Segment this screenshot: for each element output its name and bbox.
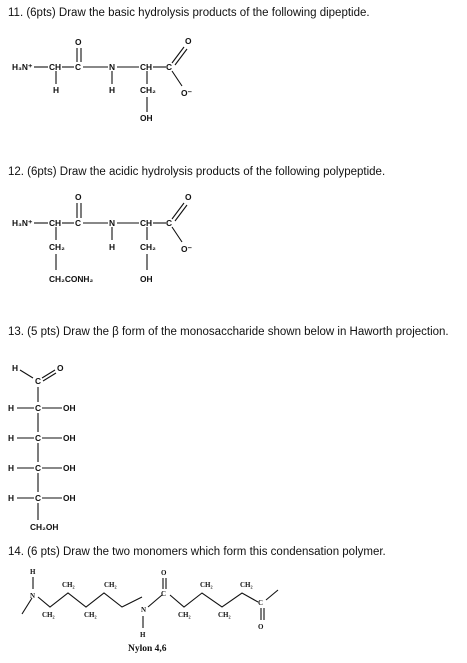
side-chain-ch2-1: CH₂ xyxy=(49,242,65,252)
aldehyde-oxygen: O xyxy=(57,363,64,373)
alpha-carbon-1: CH xyxy=(49,218,62,228)
ch2-f: CH₂ xyxy=(200,581,213,589)
amine-group: H₃N⁺ xyxy=(12,62,33,72)
aldehyde-carbon: C xyxy=(35,376,42,386)
carbonyl-carbon-1: C xyxy=(75,62,82,72)
carbonyl-oxygen-2: O xyxy=(258,623,264,631)
ch2-g: CH₂ xyxy=(218,611,231,619)
aldehyde-h: H xyxy=(12,363,19,373)
amide-nitrogen: N xyxy=(109,218,116,228)
c4-h: H xyxy=(8,463,15,473)
carbonyl-oxygen-1: O xyxy=(75,192,82,202)
c4-carbon: C xyxy=(35,463,42,473)
c4-oh: OH xyxy=(63,463,76,473)
amide-nitrogen: N xyxy=(109,62,116,72)
c2-oh: OH xyxy=(63,403,76,413)
left-n: N xyxy=(30,592,36,600)
side-chain-amide: CH₂CONH₂ xyxy=(49,274,94,284)
c3-oh: OH xyxy=(63,433,76,443)
bond-line xyxy=(148,595,162,607)
carboxyl-carbon: C xyxy=(166,218,173,228)
amide-h: H xyxy=(109,242,116,252)
question-11: 11. (6pts) Draw the basic hydrolysis products of the following dipeptide. xyxy=(8,7,370,19)
side-chain-ch2-2: CH₂ xyxy=(140,242,156,252)
ch2-c: CH₂ xyxy=(84,611,97,619)
carbonyl-oxygen-1: O xyxy=(75,37,82,47)
alpha-carbon-2: CH xyxy=(140,62,153,72)
polymer-caption: Nylon 4,6 xyxy=(128,644,167,654)
left-n-h: H xyxy=(30,568,36,576)
c3-h: H xyxy=(8,433,15,443)
question-12: 12. (6pts) Draw the acidic hydrolysis products of the following polypeptide. xyxy=(8,166,386,178)
question-14: 14. (6 pts) Draw the two monomers which form this condensation polymer. xyxy=(8,546,386,558)
c5-carbon: C xyxy=(35,493,42,503)
carboxyl-carbon: C xyxy=(166,62,173,72)
alpha-carbon-2: CH xyxy=(140,218,153,228)
c2-carbon: C xyxy=(35,403,42,413)
carboxylate-oxygen: O⁻ xyxy=(181,88,192,98)
carbonyl-carbon-2: C xyxy=(258,599,264,607)
middle-n: N xyxy=(141,606,147,614)
bond-line xyxy=(266,590,278,600)
carbonyl-carbon-1: C xyxy=(75,218,82,228)
side-chain-ch2: CH₂ xyxy=(140,85,156,95)
middle-n-h: H xyxy=(140,631,146,639)
bond-line xyxy=(38,593,142,607)
carboxylate-oxygen: O⁻ xyxy=(181,244,192,254)
c5-oh: OH xyxy=(63,493,76,503)
side-chain-oh: OH xyxy=(140,274,153,284)
carboxyl-oxygen: O xyxy=(185,192,192,202)
c3-carbon: C xyxy=(35,433,42,443)
alpha-carbon-1: CH xyxy=(49,62,62,72)
ch2-a: CH₂ xyxy=(42,611,55,619)
c2-h: H xyxy=(8,403,15,413)
carboxyl-oxygen: O xyxy=(185,36,192,46)
ch2-e: CH₂ xyxy=(178,611,191,619)
ch2-b: CH₂ xyxy=(62,581,75,589)
question-13: 13. (5 pts) Draw the β form of the monosaccharide shown below in Haworth projection. xyxy=(8,326,449,338)
ch2-h: CH₂ xyxy=(240,581,253,589)
side-chain-oh: OH xyxy=(140,113,153,123)
amine-group: H₃N⁺ xyxy=(12,218,33,228)
bond-line xyxy=(170,593,258,607)
alpha-h-1: H xyxy=(53,85,60,95)
carbonyl-oxygen-1: O xyxy=(161,569,167,577)
c6-ch2oh: CH₂OH xyxy=(30,522,59,532)
bond-line xyxy=(22,598,32,614)
carbonyl-carbon-1: C xyxy=(161,590,167,598)
amide-h: H xyxy=(109,85,116,95)
c5-h: H xyxy=(8,493,15,503)
ch2-d: CH₂ xyxy=(104,581,117,589)
